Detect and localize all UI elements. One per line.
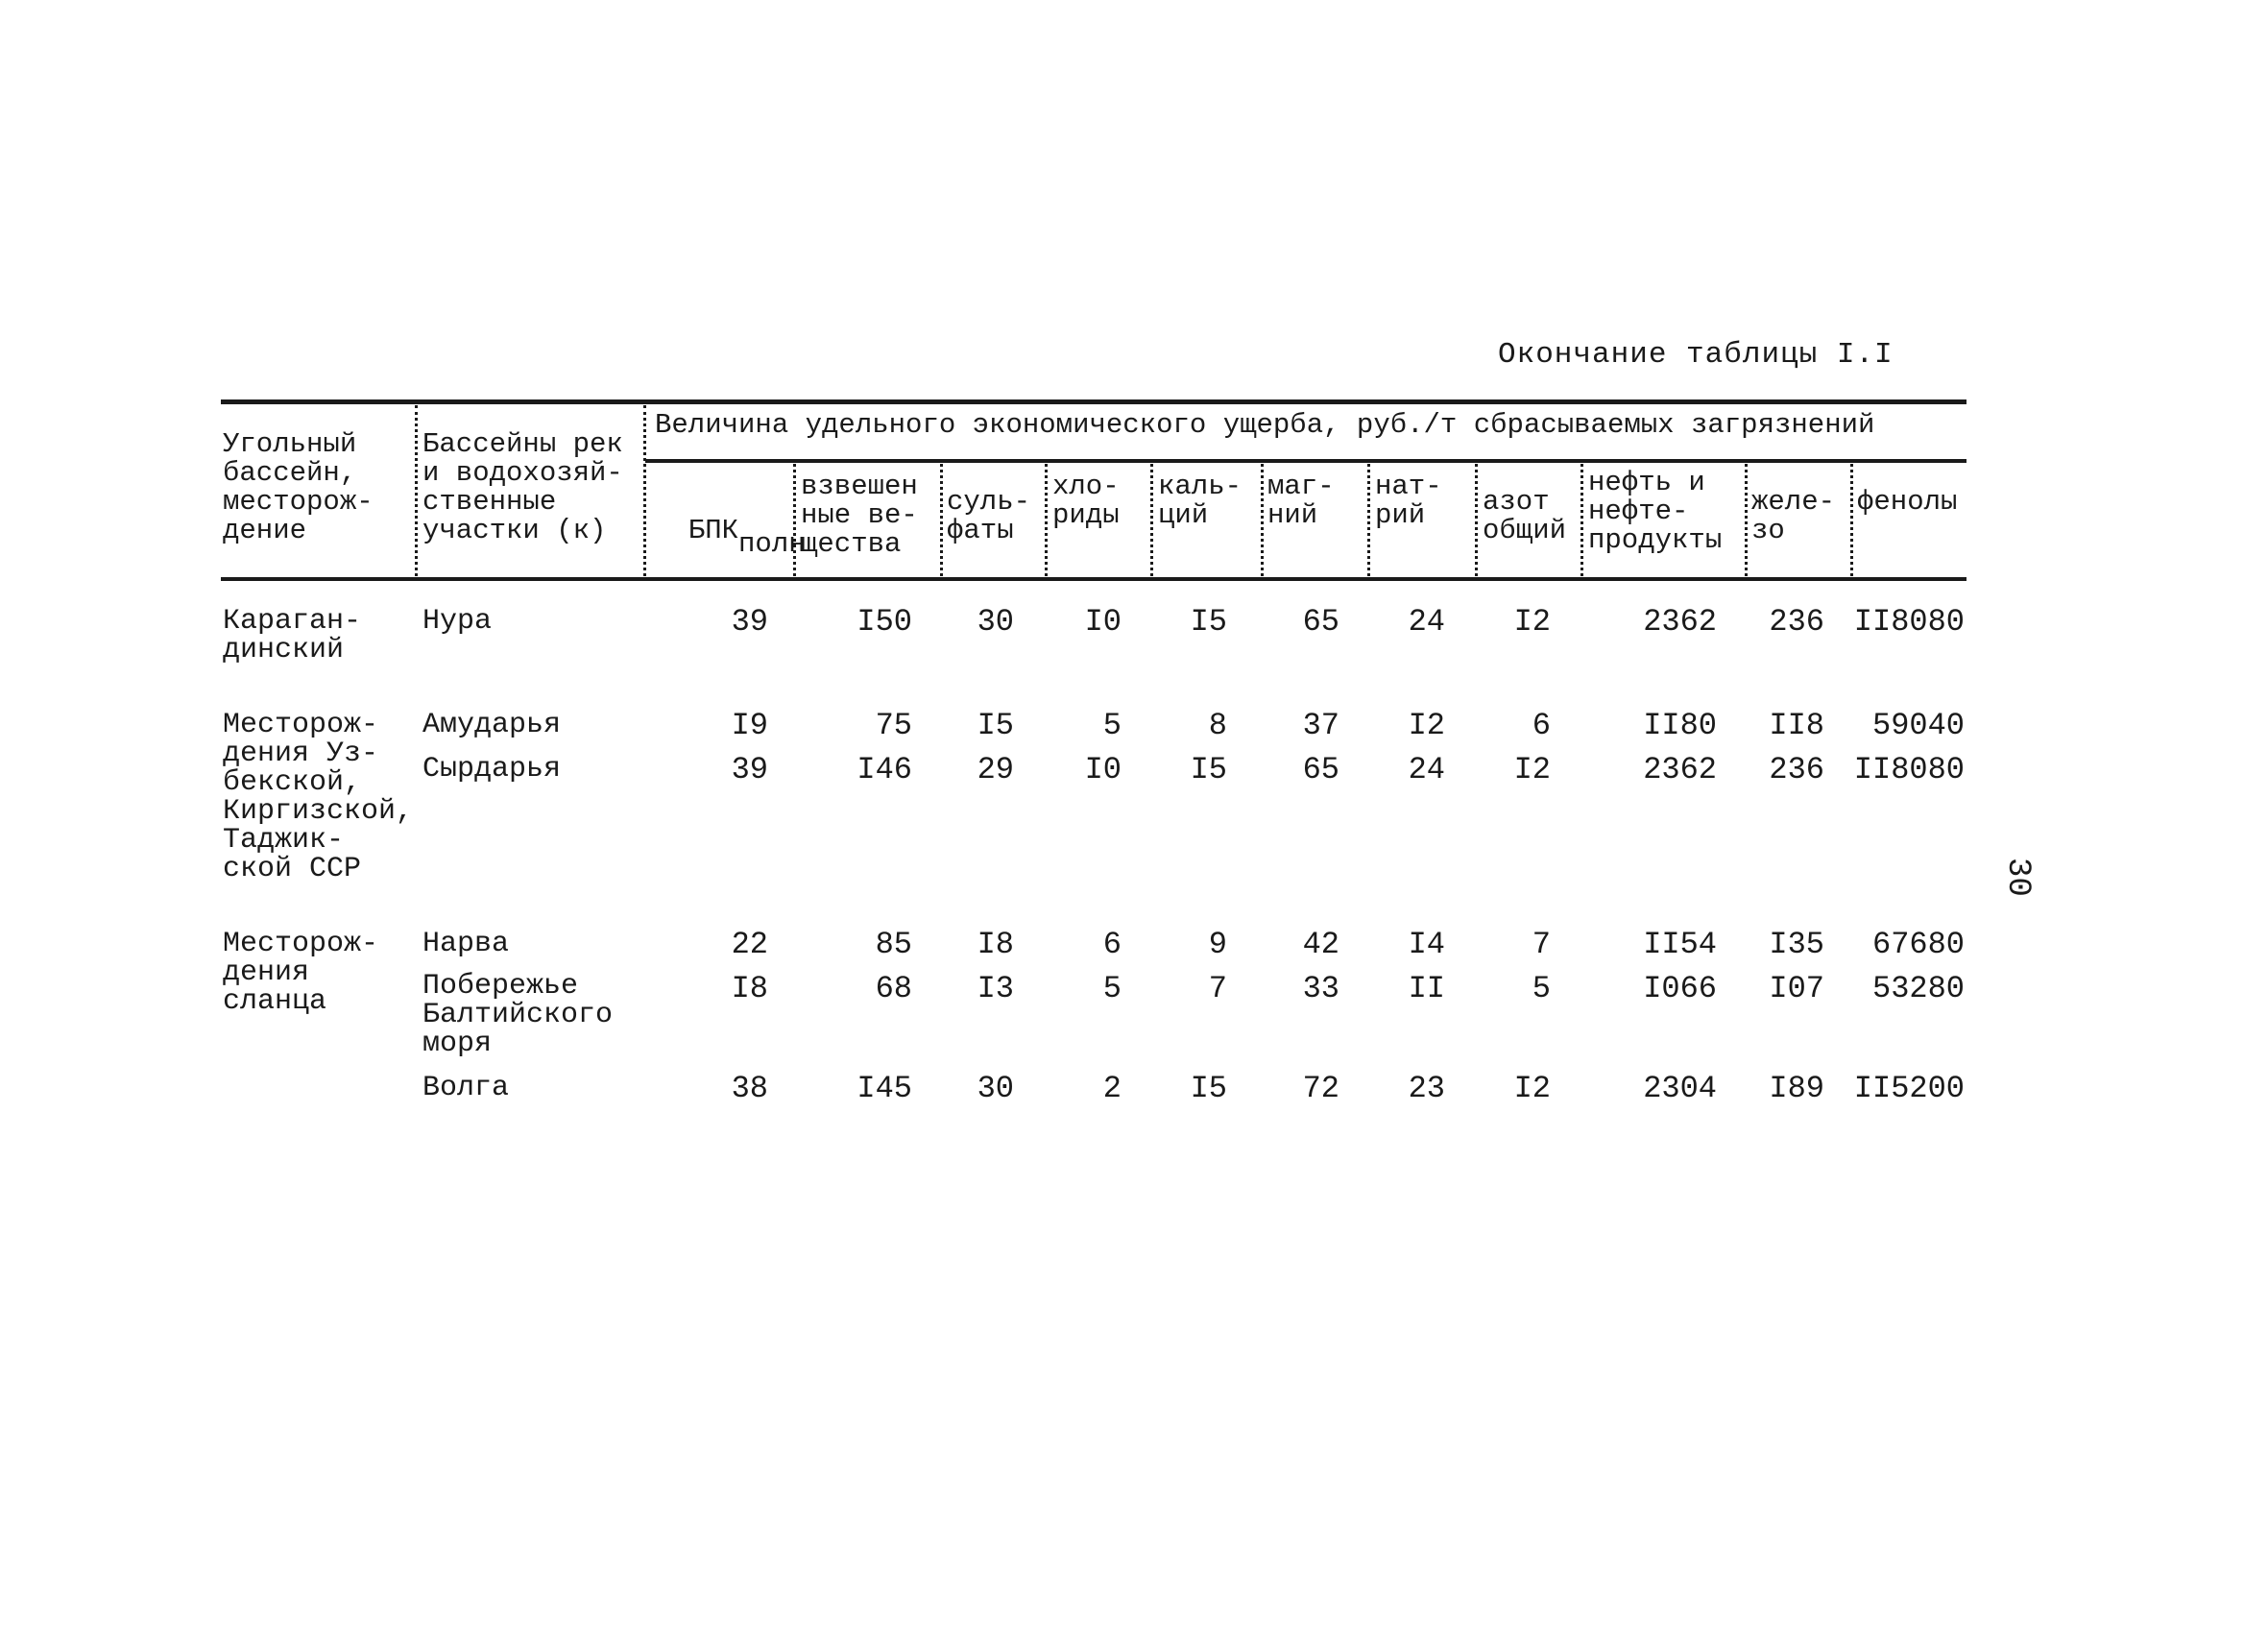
header-bpk (655, 488, 806, 560)
column-separator (1745, 464, 1748, 576)
value-cell: 42 (1302, 927, 1339, 962)
column-separator (1367, 464, 1370, 576)
value-cell: 23 (1408, 1071, 1445, 1106)
value-cell: II8 (1769, 708, 1824, 743)
header-bpk-subscript: полн (738, 528, 806, 560)
value-cell: I5 (1190, 752, 1227, 787)
value-cell: 6 (1532, 708, 1551, 743)
header-coal-basin: Угольный бассейн, месторож- дение (223, 428, 374, 546)
value-cell: 2362 (1643, 752, 1717, 787)
header-bpk-label: БПК (688, 515, 739, 546)
value-cell: 6 (1102, 927, 1122, 962)
column-separator (1580, 464, 1583, 576)
column-separator (1261, 464, 1264, 576)
column-separator (1475, 464, 1478, 576)
value-cell: 5 (1102, 971, 1122, 1006)
value-cell: I8 (731, 971, 768, 1006)
table-header-bottom-rule (221, 577, 1966, 581)
value-cell: 72 (1302, 1071, 1339, 1106)
value-cell: 24 (1408, 604, 1445, 640)
header-river-basins: Бассейны рек и водохозяй- ственные участки (к) (422, 428, 623, 546)
value-cell: 68 (875, 971, 912, 1006)
value-cell: 75 (875, 708, 912, 743)
value-cell: 2 (1102, 1071, 1122, 1106)
header-magnesium: маг- ний (1267, 471, 1335, 531)
value-cell: I35 (1769, 927, 1824, 962)
value-cell: I2 (1513, 604, 1551, 640)
value-cell: 236 (1769, 604, 1824, 640)
value-cell: I5 (977, 708, 1014, 743)
value-cell: 29 (977, 752, 1014, 787)
value-cell: I2 (1513, 1071, 1551, 1106)
value-cell: 30 (977, 604, 1014, 640)
value-cell: I0 (1084, 604, 1122, 640)
value-cell: I9 (731, 708, 768, 743)
group-name: Месторож- дения сланца (223, 928, 379, 1018)
value-cell: I2 (1513, 752, 1551, 787)
value-cell: I5 (1190, 1071, 1227, 1106)
header-phenols: фенолы (1857, 486, 1958, 518)
column-separator (940, 464, 943, 576)
value-cell: 65 (1302, 752, 1339, 787)
value-cell: 53280 (1871, 971, 1965, 1006)
value-cell: 22 (731, 927, 768, 962)
value-cell: I4 (1408, 927, 1445, 962)
group-name: Месторож- дения Уз- бекской, Киргизской, Таджик- ской ССР (223, 709, 414, 885)
value-cell: 7 (1532, 927, 1551, 962)
value-cell: 67680 (1871, 927, 1965, 962)
river-name: Волга (422, 1072, 510, 1104)
value-cell: I2 (1408, 708, 1445, 743)
table-header-divider (645, 459, 1966, 463)
value-cell: I46 (857, 752, 912, 787)
value-cell: I5 (1190, 604, 1227, 640)
page-number: 30 (1999, 858, 2036, 897)
value-cell: 236 (1769, 752, 1824, 787)
value-cell: 5 (1102, 708, 1122, 743)
group-name: Караган- динский (223, 605, 362, 666)
value-cell: 65 (1302, 604, 1339, 640)
river-name: Нарва (422, 928, 510, 960)
value-cell: 7 (1208, 971, 1227, 1006)
column-separator (1850, 464, 1853, 576)
caption: Окончание таблицы I.I (1498, 338, 1894, 372)
value-cell: 5 (1532, 971, 1551, 1006)
value-cell: II5200 (1853, 1071, 1965, 1106)
value-cell: II8080 (1853, 752, 1965, 787)
value-cell: 8 (1208, 708, 1227, 743)
value-cell: 2304 (1643, 1071, 1717, 1106)
value-cell: I066 (1643, 971, 1717, 1006)
header-sulfates: суль- фаты (947, 486, 1031, 546)
value-cell: 39 (731, 752, 768, 787)
table-top-rule (221, 399, 1966, 404)
value-cell: 33 (1302, 971, 1339, 1006)
value-cell: II (1408, 971, 1445, 1006)
value-cell: I0 (1084, 752, 1122, 787)
value-cell: II80 (1643, 708, 1717, 743)
column-separator (643, 405, 646, 576)
value-cell: 37 (1302, 708, 1339, 743)
value-cell: 38 (731, 1071, 768, 1106)
header-damage-group: Величина удельного экономического ущерба, руб./т сбрасываемых загрязнений (655, 409, 1875, 441)
value-cell: I89 (1769, 1071, 1824, 1106)
value-cell: 30 (977, 1071, 1014, 1106)
value-cell: I8 (977, 927, 1014, 962)
river-name: Нура (422, 605, 493, 638)
header-chlorides: хло- риды (1052, 471, 1120, 531)
value-cell: 24 (1408, 752, 1445, 787)
river-name: Сырдарья (422, 753, 562, 786)
value-cell: I07 (1769, 971, 1824, 1006)
value-cell: II54 (1643, 927, 1717, 962)
column-separator (415, 405, 418, 576)
column-separator (1045, 464, 1048, 576)
value-cell: 2362 (1643, 604, 1717, 640)
header-iron: желе- зо (1751, 486, 1836, 546)
value-cell: I45 (857, 1071, 912, 1106)
value-cell: 9 (1208, 927, 1227, 962)
header-suspended-solids: взвешен ные ве- щества (801, 471, 918, 560)
column-separator (1150, 464, 1153, 576)
river-name: Амударья (422, 709, 562, 741)
value-cell: II8080 (1853, 604, 1965, 640)
value-cell: 85 (875, 927, 912, 962)
value-cell: 59040 (1871, 708, 1965, 743)
value-cell: I3 (977, 971, 1014, 1006)
header-nitrogen: азот общий (1483, 486, 1567, 546)
header-sodium: нат- рий (1375, 471, 1442, 531)
header-calcium: каль- ций (1158, 471, 1243, 531)
value-cell: I50 (857, 604, 912, 640)
header-oil-products: нефть и нефте- продукты (1588, 467, 1723, 556)
river-name: Побережье Балтийского моря (422, 970, 614, 1060)
value-cell: 39 (731, 604, 768, 640)
